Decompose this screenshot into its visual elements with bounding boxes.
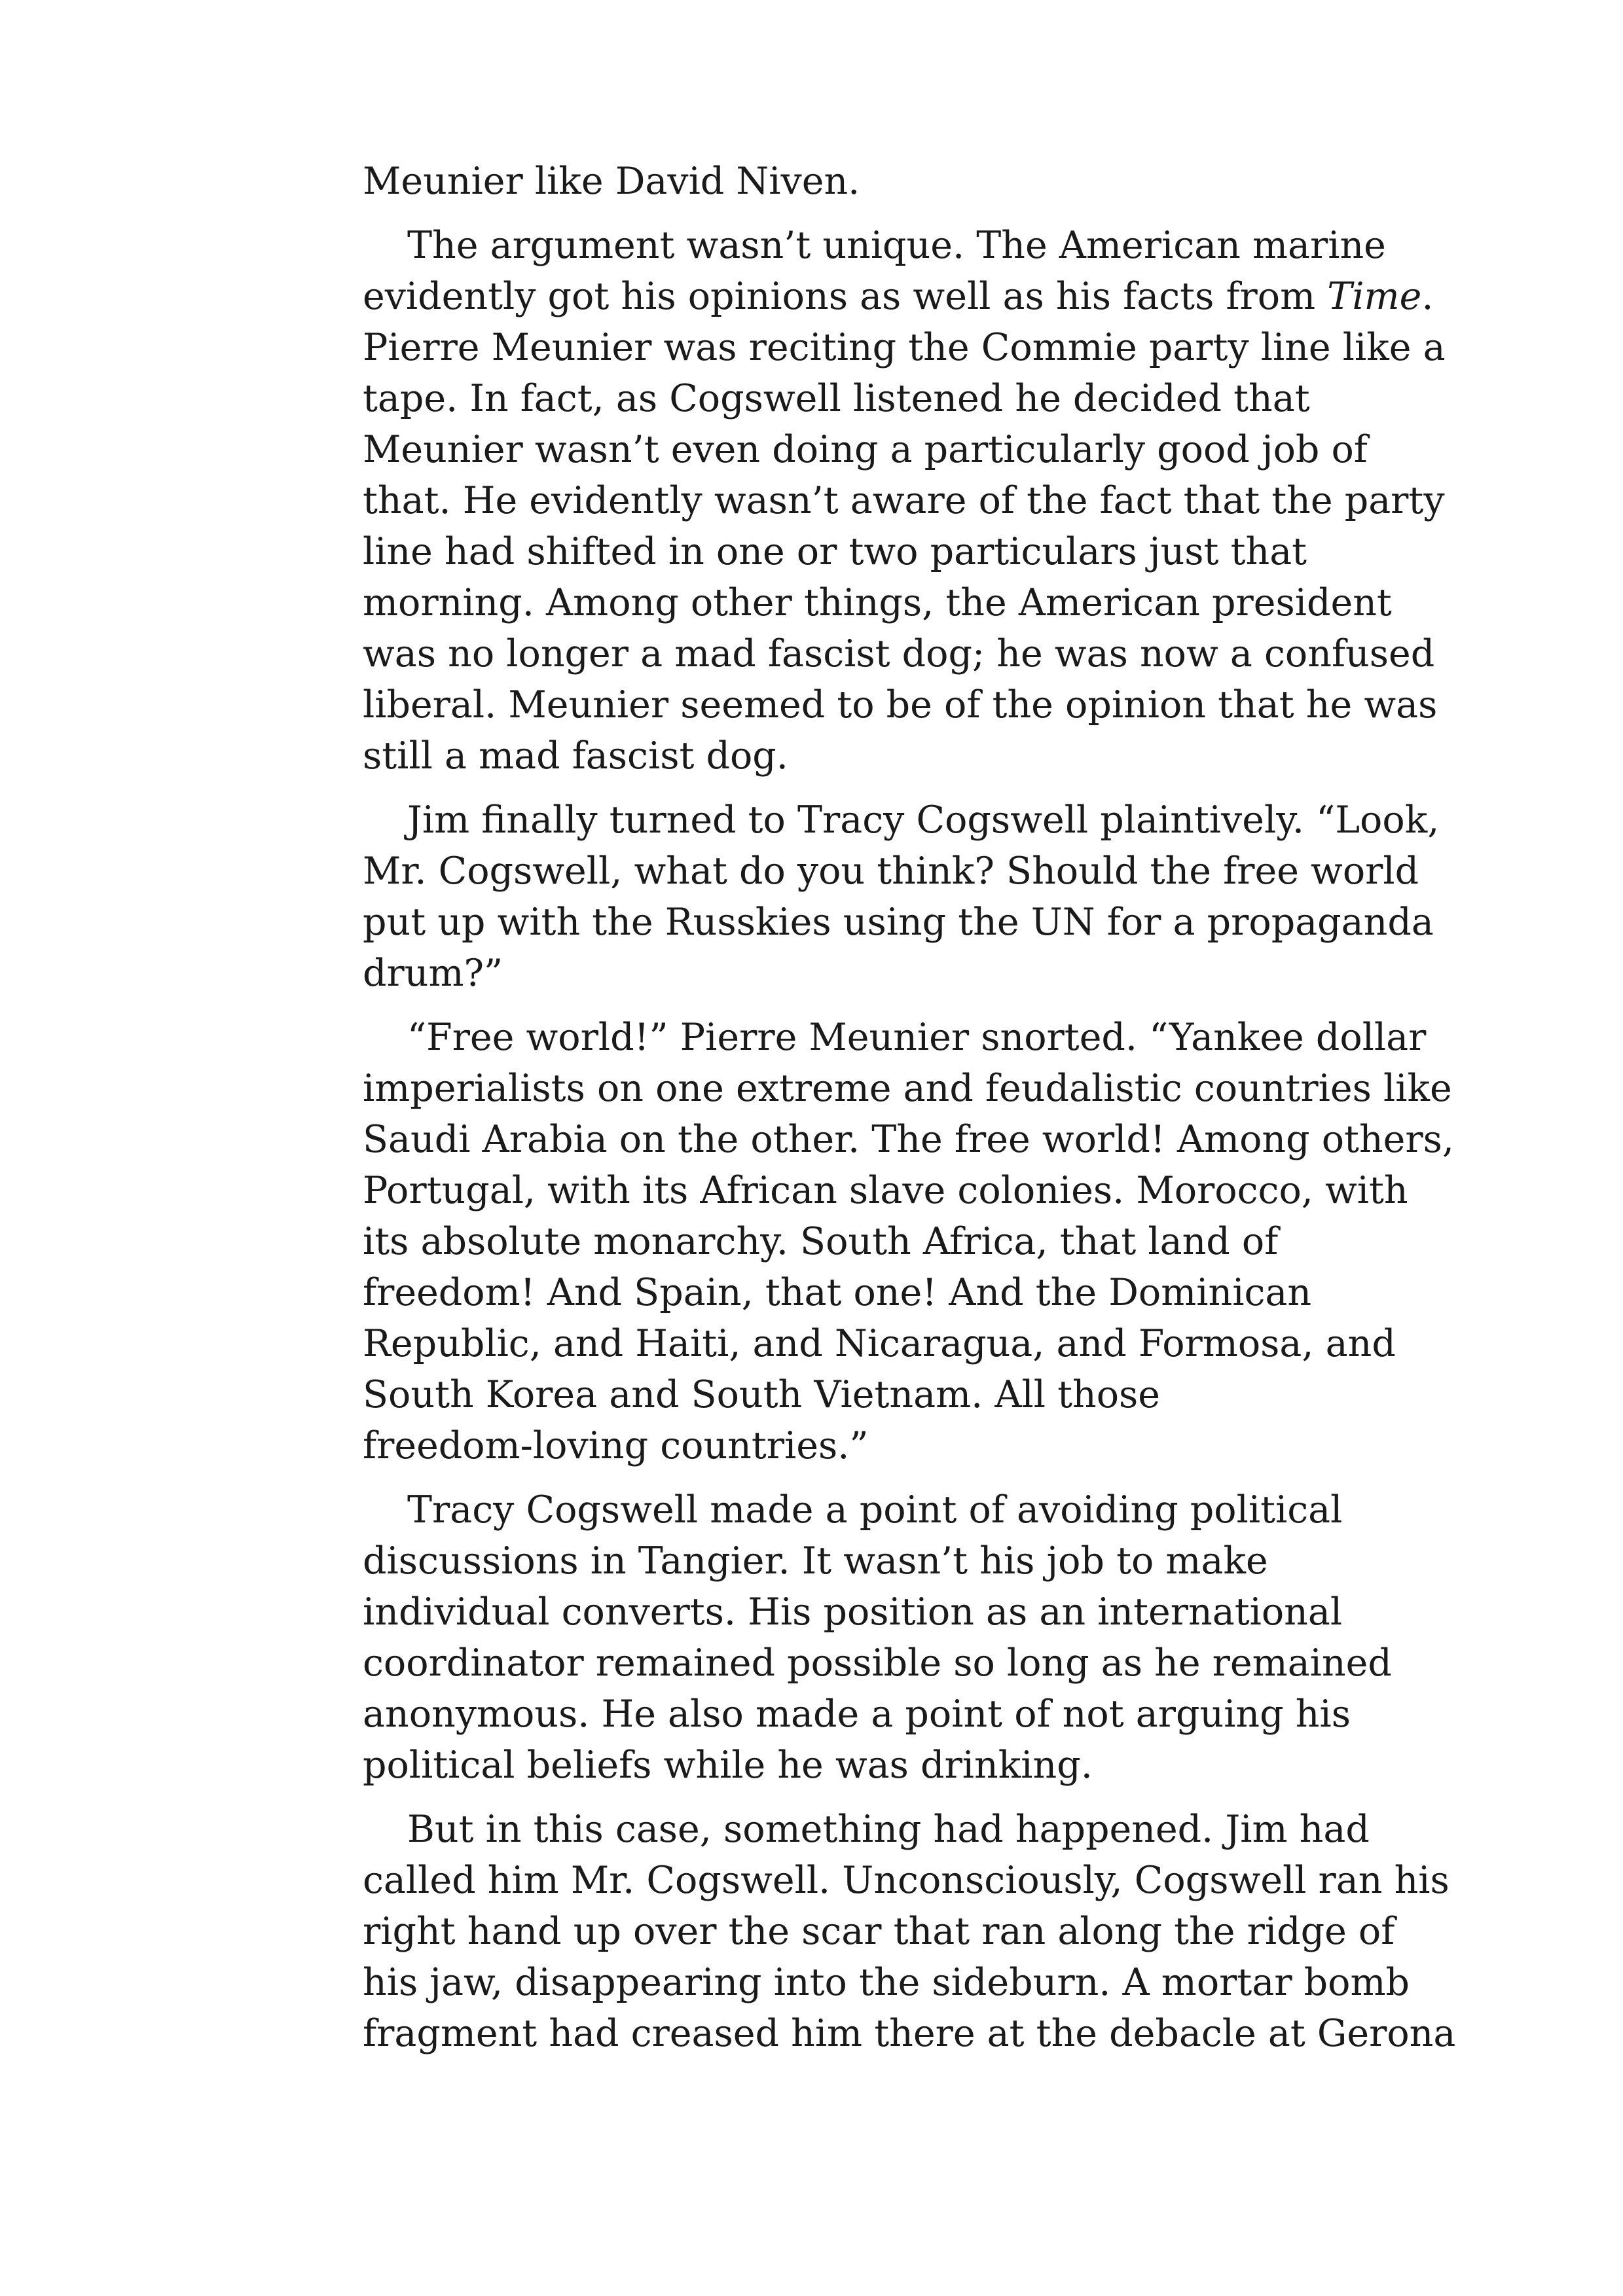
text-line: Republic, and Haiti, and Nicaragua, and Formosa, and — [363, 1322, 1396, 1365]
text-line: coordinator remained possible so long as he remained — [363, 1641, 1392, 1685]
text-line: Meunier like David Niven. — [363, 160, 860, 203]
paragraph-3 — [363, 795, 1476, 999]
text-line: political beliefs while he was drinking. — [363, 1744, 1093, 1787]
text-line: Portugal, with its African slave colonies. Morocco, with — [363, 1169, 1408, 1212]
text-line: freedom-loving countries.” — [363, 1424, 869, 1467]
text-line: “Free world!” Pierre Meunier snorted. “Yankee dollar — [407, 1016, 1427, 1059]
text-line: imperialists on one extreme and feudalistic countries like — [363, 1067, 1452, 1110]
text-line: right hand up over the scar that ran along the ridge of — [363, 1910, 1395, 1953]
text-line: Tracy Cogswell made a point of avoiding political — [407, 1488, 1343, 1532]
text-line: anonymous. He also made a point of not arguing his — [363, 1693, 1351, 1736]
paragraph-6 — [363, 1804, 1476, 2059]
text-line: South Korea and South Vietnam. All those — [363, 1373, 1161, 1416]
text-line: fragment had creased him there at the debacle at Gerona — [363, 2012, 1456, 2055]
text-line: its absolute monarchy. South Africa, that land of — [363, 1220, 1279, 1263]
text-line: Meunier wasn’t even doing a particularly good job of — [363, 428, 1368, 471]
text-line: line had shifted in one or two particulars just that — [363, 530, 1307, 573]
text-line: The argument wasn’t unique. The American marine — [407, 224, 1386, 267]
text-line: his jaw, disappearing into the sideburn. A mortar bomb — [363, 1961, 1410, 2004]
text-line: Saudi Arabia on the other. The free world! Among others, — [363, 1118, 1455, 1161]
text-line: liberal. Meunier seemed to be of the opinion that he was — [363, 683, 1438, 726]
paragraph-1 — [363, 156, 1476, 207]
text-line: Jim finally turned to Tracy Cogswell plaintively. “Look, — [407, 798, 1440, 842]
line-punctuation: . — [1421, 275, 1434, 318]
text-line: Pierre Meunier was reciting the Commie party line like a — [363, 326, 1446, 369]
text-line: tape. In fact, as Cogswell listened he decided that — [363, 377, 1310, 420]
text-line: discussions in Tangier. It wasn’t his job to make — [363, 1539, 1268, 1583]
italic-magazine-title: Time — [1327, 275, 1422, 318]
text-line: individual converts. His position as an international — [363, 1590, 1343, 1634]
text-line: morning. Among other things, the American president — [363, 581, 1392, 624]
text-line: drum?” — [363, 952, 503, 995]
text-line: freedom! And Spain, that one! And the Dominican — [363, 1271, 1312, 1314]
line-text: evidently got his opinions as well as his facts from — [363, 275, 1328, 318]
text-line: still a mad fascist dog. — [363, 734, 788, 778]
paragraph-5 — [363, 1484, 1476, 1791]
paragraph-2 — [363, 220, 1476, 781]
text-line: put up with the Russkies using the UN for a propaganda — [363, 901, 1434, 944]
text-line: Mr. Cogswell, what do you think? Should the free world — [363, 850, 1419, 893]
text-line: that. He evidently wasn’t aware of the fact that the party — [363, 479, 1445, 522]
text-line: was no longer a mad fascist dog; he was now a confused — [363, 632, 1435, 675]
paragraph-4 — [363, 1012, 1476, 1471]
text-line: But in this case, something had happened. Jim had — [407, 1808, 1370, 1851]
text-line — [363, 271, 1476, 322]
body-text — [363, 156, 1476, 2072]
text-line: called him Mr. Cogswell. Unconsciously, Cogswell ran his — [363, 1859, 1450, 1902]
